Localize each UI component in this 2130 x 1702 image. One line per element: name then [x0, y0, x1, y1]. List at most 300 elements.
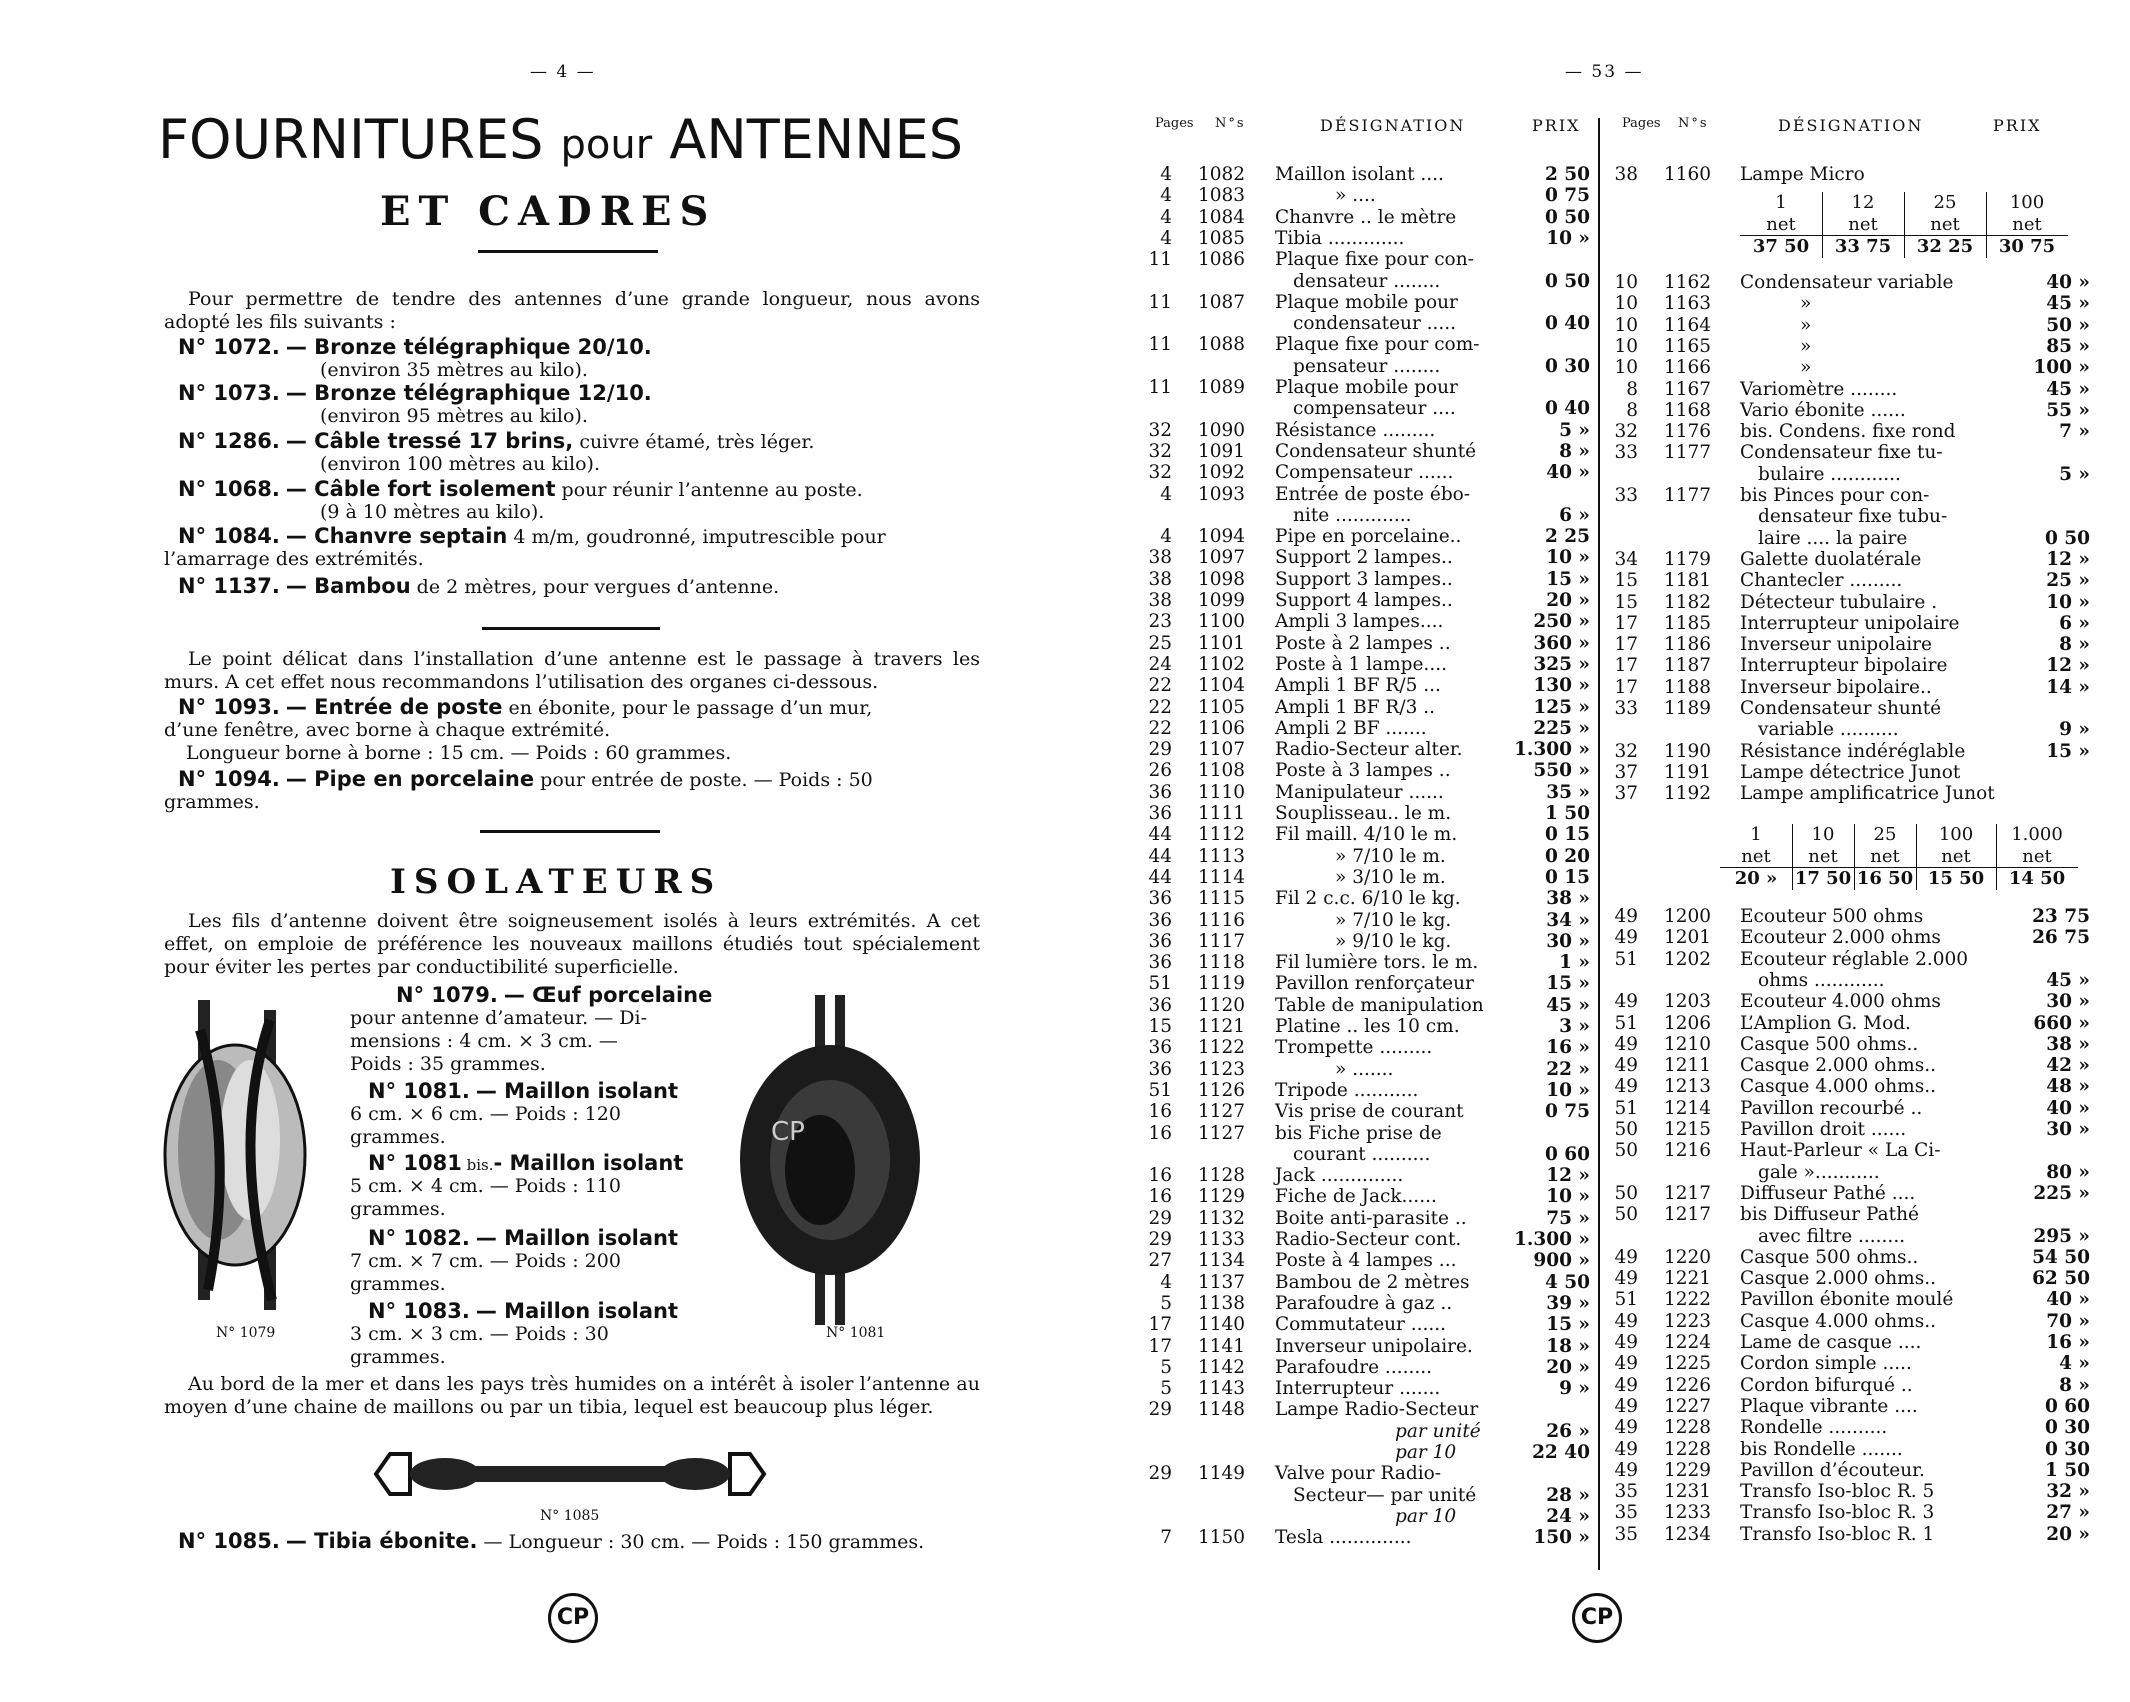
row-designation: » 3/10 le m. — [1335, 866, 1446, 888]
row-price: 62 50 — [2032, 1268, 2090, 1290]
row-page: 49 — [1614, 927, 1638, 949]
row-page: 15 — [1614, 570, 1638, 592]
row-designation: Cordon simple ..... — [1740, 1353, 1912, 1375]
row-price: 1.300 » — [1514, 739, 1590, 761]
header-prix-1: PRIX — [1532, 116, 1581, 135]
row-designation: avec filtre ........ — [1758, 1225, 1906, 1247]
price-grid-junot-sep — [1996, 824, 1997, 890]
row-designation: gale »........... — [1758, 1161, 1880, 1183]
row-number: 1185 — [1664, 612, 1712, 634]
caption-1079: N° 1079 — [216, 1325, 276, 1341]
row-designation: Secteur— par unité — [1293, 1484, 1477, 1506]
item-1083: N° 1083. — Maillon isolant — [368, 1299, 679, 1323]
item-desc: cuivre étamé, très léger. — [573, 431, 815, 453]
row-designation: » — [1800, 335, 1812, 357]
row-page: 29 — [1148, 1207, 1172, 1229]
row-page: 36 — [1148, 781, 1172, 803]
row-price: 45 » — [2046, 969, 2090, 991]
row-page: 33 — [1614, 485, 1638, 506]
row-designation: » .... — [1335, 185, 1376, 207]
row-price: 130 » — [1533, 675, 1590, 697]
price-grid-junot-sep — [1854, 824, 1855, 890]
row-designation: courant .......... — [1293, 1143, 1431, 1165]
row-page: 17 — [1614, 634, 1638, 656]
item-1081-bis-line1: 5 cm. × 4 cm. — Poids : 110 — [350, 1175, 621, 1197]
row-designation: Vario ébonite ...... — [1740, 399, 1906, 421]
row-designation: Plaque mobile pour — [1275, 377, 1458, 398]
row-designation: bis Pinces pour con- — [1740, 485, 1930, 506]
row-number: 1190 — [1664, 740, 1712, 762]
row-number: 1231 — [1664, 1481, 1712, 1503]
price-grid-junot-prices: 14 50 — [2008, 868, 2066, 889]
price-grid-junot-net: net — [1941, 846, 1971, 867]
row-page: 49 — [1614, 1438, 1638, 1460]
row-price: 0 15 — [1544, 866, 1590, 888]
row-number: 1123 — [1198, 1058, 1246, 1080]
row-number: 1177 — [1664, 485, 1712, 506]
row-number: 1082 — [1198, 164, 1246, 185]
row-page: 51 — [1148, 973, 1172, 995]
row-designation: bis Fiche prise de — [1275, 1122, 1442, 1144]
wire-item — [178, 478, 863, 502]
row-page: 22 — [1148, 696, 1172, 718]
row-page: 8 — [1626, 378, 1638, 400]
row-number: 1216 — [1664, 1140, 1712, 1162]
row-page: 49 — [1614, 1374, 1638, 1396]
row-number: 1167 — [1664, 378, 1712, 400]
row-number: 1189 — [1664, 698, 1712, 719]
row-designation: Pavillon recourbé .. — [1740, 1097, 1923, 1119]
row-designation: Tesla .............. — [1275, 1527, 1412, 1549]
row-page: 25 — [1148, 632, 1172, 654]
row-page: 33 — [1614, 698, 1638, 719]
price-grid-1160-prices: 33 75 — [1834, 236, 1892, 257]
row-designation: Diffuseur Pathé .... — [1740, 1182, 1916, 1204]
row-number: 1134 — [1198, 1250, 1246, 1272]
row-number: 1202 — [1664, 948, 1712, 970]
row-number: 1222 — [1664, 1289, 1712, 1311]
row-designation: Ecouteur 4.000 ohms — [1740, 991, 1941, 1013]
row-designation: Pavillon droit ...... — [1740, 1119, 1907, 1140]
row-price: 9 » — [2059, 719, 2090, 741]
row-designation: Pavillon d’écouteur. — [1740, 1459, 1925, 1481]
row-price: 0 60 — [1544, 1143, 1590, 1165]
item-number: N° 1137. — [178, 574, 280, 598]
row-designation: Radio-Secteur cont. — [1275, 1229, 1462, 1250]
row-page: 49 — [1614, 1459, 1638, 1481]
row-page: 29 — [1148, 1229, 1172, 1250]
item-1079-line2: mensions : 4 cm. × 3 cm. — — [350, 1030, 618, 1052]
item-name: — Chanvre septain — [285, 524, 508, 548]
item-1079-line1: pour antenne d’amateur. — Di- — [350, 1007, 647, 1029]
item-name: — Bronze télégraphique 20/10. — [285, 335, 652, 359]
isolateurs-paragraph: Les fils d’antenne doivent être soigneusement isolés à leurs extrémités. A cet effet, on emploie de préférence les nouveaux maillons étudiés tout spécialement pour éviter les pertes par conductibilité superficielle. — [164, 910, 980, 978]
row-number: 1182 — [1664, 591, 1712, 613]
row-price: 225 » — [2033, 1182, 2090, 1204]
row-page: 26 — [1148, 760, 1172, 782]
item-name: — Bambou — [285, 574, 411, 598]
row-price: 1 50 — [2044, 1459, 2090, 1481]
wire-item — [178, 430, 814, 454]
row-page: 36 — [1148, 930, 1172, 952]
row-number: 1160 — [1664, 164, 1712, 185]
tibia-illustration — [370, 1448, 770, 1500]
row-number: 1233 — [1664, 1502, 1712, 1524]
row-designation: Plaque vibrante .... — [1740, 1395, 1918, 1417]
row-number: 1164 — [1664, 314, 1712, 336]
row-designation: Cordon bifurqué .. — [1740, 1374, 1913, 1396]
row-designation: Transfo Iso-bloc R. 1 — [1740, 1523, 1935, 1545]
row-price: 8 » — [1559, 440, 1590, 462]
price-grid-junot-net: net — [1870, 846, 1900, 867]
price-grid-junot-qty: 25 — [1873, 824, 1897, 845]
title-word-fournitures: FOURNITURES — [158, 108, 544, 171]
row-price: 70 » — [2046, 1310, 2090, 1332]
row-price: 20 » — [2046, 1523, 2090, 1545]
row-number: 1163 — [1664, 293, 1712, 315]
row-designation: Ecouteur 2.000 ohms — [1740, 927, 1941, 949]
row-page: 5 — [1160, 1378, 1172, 1400]
row-designation: Bambou de 2 mètres — [1275, 1271, 1470, 1293]
price-grid-junot-prices: 15 50 — [1927, 868, 1985, 889]
row-page: 49 — [1614, 1055, 1638, 1077]
row-designation: Rondelle .......... — [1740, 1417, 1888, 1439]
row-page: 17 — [1148, 1335, 1172, 1357]
isolateurs-title: ISOLATEURS — [390, 862, 723, 902]
row-price: 0 50 — [1544, 206, 1590, 228]
row-designation: Lampe détectrice Junot — [1740, 761, 1961, 783]
row-price: 40 » — [2046, 272, 2090, 293]
passage-paragraph: Le point délicat dans l’installation d’une antenne est le passage à travers les murs. A cet effet nous recommandons l’utilisation des organes ci-dessous. — [164, 648, 980, 693]
row-price: 0 15 — [1544, 824, 1590, 846]
row-number: 1087 — [1198, 291, 1246, 313]
row-price: 2 25 — [1544, 526, 1590, 548]
row-price: 325 » — [1533, 653, 1590, 675]
row-designation: Valve pour Radio- — [1275, 1463, 1442, 1485]
row-number: 1192 — [1664, 783, 1712, 805]
row-number: 1113 — [1198, 845, 1246, 867]
row-price: 30 » — [2046, 991, 2090, 1013]
row-price: 0 50 — [1544, 270, 1590, 292]
row-page: 36 — [1148, 1037, 1172, 1059]
row-designation: laire .... la paire — [1758, 527, 1908, 549]
row-price: 10 » — [1546, 227, 1590, 249]
item-1093: N° 1093. — Entrée de poste en ébonite, pour le passage d’un mur, — [178, 695, 873, 719]
row-price: 1.300 » — [1514, 1229, 1590, 1250]
row-designation: Ampli 1 BF R/5 ... — [1275, 675, 1441, 697]
row-price: 12 » — [2046, 655, 2090, 677]
row-number: 1088 — [1198, 334, 1246, 356]
row-page: 29 — [1148, 1463, 1172, 1485]
row-number: 1083 — [1198, 185, 1246, 207]
row-designation: Vis prise de courant — [1275, 1101, 1464, 1123]
row-page: 11 — [1148, 334, 1172, 356]
row-designation: Plaque fixe pour com- — [1275, 334, 1480, 356]
row-price: 24 » — [1546, 1505, 1590, 1527]
row-page: 49 — [1614, 1246, 1638, 1268]
row-designation: Condensateur variable — [1740, 272, 1954, 293]
row-number: 1176 — [1664, 421, 1712, 443]
row-price: 0 30 — [2044, 1417, 2090, 1439]
row-number: 1148 — [1198, 1399, 1246, 1421]
row-price: 54 50 — [2032, 1246, 2090, 1268]
row-designation: Radio-Secteur alter. — [1275, 739, 1463, 761]
row-price: 15 » — [1546, 973, 1590, 995]
row-designation: » 7/10 le kg. — [1335, 909, 1452, 931]
row-designation: Lampe Radio-Secteur — [1275, 1399, 1479, 1421]
item-desc: de 2 mètres, pour vergues d’antenne. — [410, 576, 780, 598]
row-number: 1117 — [1198, 930, 1246, 952]
price-grid-1160-net: net — [1766, 214, 1796, 235]
row-designation: pensateur ........ — [1293, 355, 1441, 377]
row-price: 900 » — [1533, 1250, 1590, 1272]
row-designation: compensateur .... — [1293, 398, 1456, 420]
row-page: 27 — [1148, 1250, 1172, 1272]
item-1081: N° 1081. — Maillon isolant — [368, 1079, 679, 1103]
row-number: 1225 — [1664, 1353, 1712, 1375]
row-designation: » 7/10 le m. — [1335, 845, 1446, 867]
divider — [480, 830, 660, 833]
wire-item — [178, 382, 652, 406]
row-designation: bulaire ............ — [1758, 463, 1901, 485]
price-grid-1160-sep — [1822, 192, 1823, 258]
row-designation: » 9/10 le kg. — [1335, 930, 1452, 952]
row-price: 40 » — [1546, 462, 1590, 484]
item-1081-line2: grammes. — [350, 1126, 446, 1148]
row-price: 1 50 — [1544, 803, 1590, 824]
row-page: 22 — [1148, 717, 1172, 739]
row-designation: Inverseur unipolaire — [1740, 634, 1932, 656]
row-number: 1138 — [1198, 1292, 1246, 1314]
row-designation: Chanvre .. le mètre — [1275, 206, 1457, 228]
row-price: 100 » — [2033, 357, 2090, 379]
row-page: 38 — [1148, 590, 1172, 611]
row-designation: Trompette ......... — [1275, 1037, 1433, 1059]
row-number: 1177 — [1664, 442, 1712, 464]
divider — [478, 250, 658, 253]
row-designation: Support 3 lampes.. — [1275, 568, 1453, 590]
row-designation: Ampli 3 lampes.... — [1275, 611, 1444, 633]
row-number: 1120 — [1198, 994, 1246, 1016]
row-price: 38 » — [1546, 888, 1590, 910]
row-designation: Résistance ......... — [1275, 419, 1436, 441]
row-page: 36 — [1148, 888, 1172, 910]
row-designation: Inverseur unipolaire. — [1275, 1335, 1473, 1357]
row-price: 0 40 — [1544, 313, 1590, 335]
row-designation: Fil lumière tors. le m. — [1275, 952, 1479, 974]
row-price: 125 » — [1533, 696, 1590, 718]
row-page: 16 — [1148, 1165, 1172, 1187]
row-price: 295 » — [2033, 1225, 2090, 1247]
price-grid-1160-prices: 32 25 — [1916, 236, 1974, 257]
row-number: 1119 — [1198, 973, 1246, 995]
row-page: 34 — [1614, 548, 1638, 570]
item-sub: (environ 95 mètres au kilo). — [320, 405, 588, 427]
row-number: 1181 — [1664, 570, 1712, 592]
row-page: 36 — [1148, 952, 1172, 974]
row-number: 1149 — [1198, 1463, 1246, 1485]
header-designation-2: DÉSIGNATION — [1778, 116, 1924, 135]
price-grid-1160-prices: 37 50 — [1752, 236, 1810, 257]
row-price: 0 30 — [2044, 1438, 2090, 1460]
row-price: 26 » — [1546, 1420, 1590, 1442]
header-pages-1: Pages — [1155, 116, 1194, 131]
row-number: 1100 — [1198, 611, 1246, 633]
cp-logo-left: CP — [548, 1593, 598, 1643]
row-number: 1137 — [1198, 1271, 1246, 1293]
row-designation: L’Amplion G. Mod. — [1740, 1012, 1911, 1034]
row-designation: Interrupteur ....... — [1275, 1378, 1441, 1400]
row-number: 1107 — [1198, 739, 1246, 761]
row-page: 51 — [1148, 1079, 1172, 1101]
row-price: 3 » — [1559, 1016, 1590, 1037]
row-number: 1127 — [1198, 1101, 1246, 1123]
row-price: 38 » — [2046, 1033, 2090, 1055]
row-price: 5 » — [2059, 463, 2090, 485]
row-number: 1214 — [1664, 1097, 1712, 1119]
row-designation: condensateur ..... — [1293, 313, 1457, 335]
row-price: 15 » — [2046, 740, 2090, 762]
row-designation: Ampli 2 BF ....... — [1275, 717, 1427, 739]
row-number: 1101 — [1198, 632, 1246, 654]
row-designation: Support 2 lampes.. — [1275, 547, 1453, 569]
row-page: 36 — [1148, 909, 1172, 931]
row-price: 25 » — [2046, 570, 2090, 592]
row-page: 24 — [1148, 653, 1172, 675]
egg-insulator-illustration — [160, 990, 315, 1320]
row-designation: Pipe en porcelaine.. — [1275, 526, 1462, 548]
item-sub: l’amarrage des extrémités. — [164, 548, 424, 570]
row-number: 1217 — [1664, 1204, 1712, 1226]
row-page: 11 — [1148, 291, 1172, 313]
row-number: 1203 — [1664, 991, 1712, 1013]
row-designation: Interrupteur bipolaire — [1740, 655, 1948, 677]
row-price: 50 » — [2046, 314, 2090, 336]
row-number: 1223 — [1664, 1310, 1712, 1332]
row-designation: Manipulateur ...... — [1275, 781, 1444, 803]
row-price: 32 » — [2046, 1481, 2090, 1503]
row-price: 10 » — [1546, 1186, 1590, 1208]
row-number: 1191 — [1664, 761, 1712, 783]
row-designation: Casque 500 ohms.. — [1740, 1033, 1919, 1055]
row-price: 48 » — [2046, 1076, 2090, 1098]
price-grid-junot-net: net — [2022, 846, 2052, 867]
row-price: 0 20 — [1544, 845, 1590, 867]
row-designation: Transfo Iso-bloc R. 5 — [1740, 1481, 1935, 1503]
row-designation: densateur ........ — [1293, 270, 1441, 292]
item-1093-line2: d’une fenêtre, avec borne à chaque extrémité. — [164, 719, 611, 741]
row-number: 1220 — [1664, 1246, 1712, 1268]
row-price: 80 » — [2046, 1161, 2090, 1183]
row-price: 16 » — [2046, 1332, 2090, 1353]
row-number: 1217 — [1664, 1182, 1712, 1204]
row-page: 4 — [1160, 206, 1172, 228]
row-page: 4 — [1160, 1271, 1172, 1293]
price-grid-junot-prices: 16 50 — [1856, 868, 1914, 889]
row-number: 1099 — [1198, 590, 1246, 611]
row-page: 16 — [1148, 1186, 1172, 1208]
row-designation: Chantecler ......... — [1740, 570, 1903, 592]
row-page: 11 — [1148, 249, 1172, 271]
row-page: 32 — [1614, 421, 1638, 443]
row-number: 1215 — [1664, 1119, 1712, 1140]
item-number: N° 1072. — [178, 335, 280, 359]
item-name: — Câble fort isolement — [285, 477, 556, 501]
row-page: 50 — [1614, 1119, 1638, 1140]
item-number: N° 1073. — [178, 381, 280, 405]
row-price: 35 » — [1546, 781, 1590, 803]
row-designation: par 10 — [1395, 1442, 1457, 1463]
price-grid-1160-net: net — [1930, 214, 1960, 235]
item-desc: 4 m/m, goudronné, imputrescible pour — [507, 526, 886, 548]
link-insulator-illustration — [735, 995, 925, 1325]
row-price: 34 » — [1546, 909, 1590, 931]
row-price: 250 » — [1533, 611, 1590, 633]
row-price: 360 » — [1533, 632, 1590, 654]
row-number: 1090 — [1198, 419, 1246, 441]
row-price: 2 50 — [1544, 164, 1590, 185]
row-page: 49 — [1614, 1353, 1638, 1375]
row-number: 1127 — [1198, 1122, 1246, 1144]
row-designation: Boite anti-parasite .. — [1275, 1207, 1467, 1229]
row-page: 4 — [1160, 185, 1172, 207]
row-page: 35 — [1614, 1481, 1638, 1503]
row-page: 36 — [1148, 994, 1172, 1016]
row-page: 17 — [1614, 676, 1638, 698]
row-designation: Tripode ........... — [1275, 1079, 1419, 1101]
row-price: 0 50 — [2044, 527, 2090, 549]
row-price: 20 » — [1546, 590, 1590, 611]
row-number: 1227 — [1664, 1395, 1712, 1417]
price-grid-junot-net: net — [1808, 846, 1838, 867]
price-grid-junot-qty: 1 — [1750, 824, 1762, 845]
row-designation: » ....... — [1335, 1058, 1394, 1080]
row-number: 1201 — [1664, 927, 1712, 949]
row-price: 5 » — [1559, 419, 1590, 441]
header-prix-2: PRIX — [1993, 116, 2042, 135]
row-designation: Pavillon ébonite moulé — [1740, 1289, 1954, 1311]
item-1094-line2: grammes. — [164, 791, 260, 813]
item-name: — Câble tressé 17 brins, — [285, 429, 574, 453]
row-designation: densateur fixe tubu- — [1758, 506, 1948, 528]
row-designation: Ampli 1 BF R/3 .. — [1275, 696, 1435, 718]
row-price: 14 » — [2046, 676, 2090, 698]
page-number-left: — 4 — — [530, 62, 596, 82]
price-grid-junot-sep — [1792, 824, 1793, 890]
wire-item — [178, 336, 652, 360]
row-page: 22 — [1148, 675, 1172, 697]
row-page: 11 — [1148, 377, 1172, 398]
row-price: 30 » — [2046, 1119, 2090, 1140]
row-price: 27 » — [2046, 1502, 2090, 1524]
row-designation: Poste à 4 lampes ... — [1275, 1250, 1457, 1272]
row-price: 15 » — [1546, 568, 1590, 590]
row-number: 1102 — [1198, 653, 1246, 675]
item-1085: N° 1085. — Tibia ébonite. — Longueur : 30 cm. — Poids : 150 grammes. — [178, 1529, 925, 1553]
row-number: 1162 — [1664, 272, 1712, 293]
item-1093-line3: Longueur borne à borne : 15 cm. — Poids : 60 grammes. — [186, 742, 732, 764]
header-pages-2: Pages — [1622, 116, 1661, 131]
row-number: 1211 — [1664, 1055, 1712, 1077]
row-number: 1165 — [1664, 335, 1712, 357]
row-page: 10 — [1614, 335, 1638, 357]
row-price: 550 » — [1533, 760, 1590, 782]
row-price: 15 » — [1546, 1314, 1590, 1336]
row-page: 38 — [1148, 547, 1172, 569]
row-number: 1104 — [1198, 675, 1246, 697]
title-word-pour: pour — [560, 122, 653, 168]
row-price: 0 60 — [2044, 1395, 2090, 1417]
